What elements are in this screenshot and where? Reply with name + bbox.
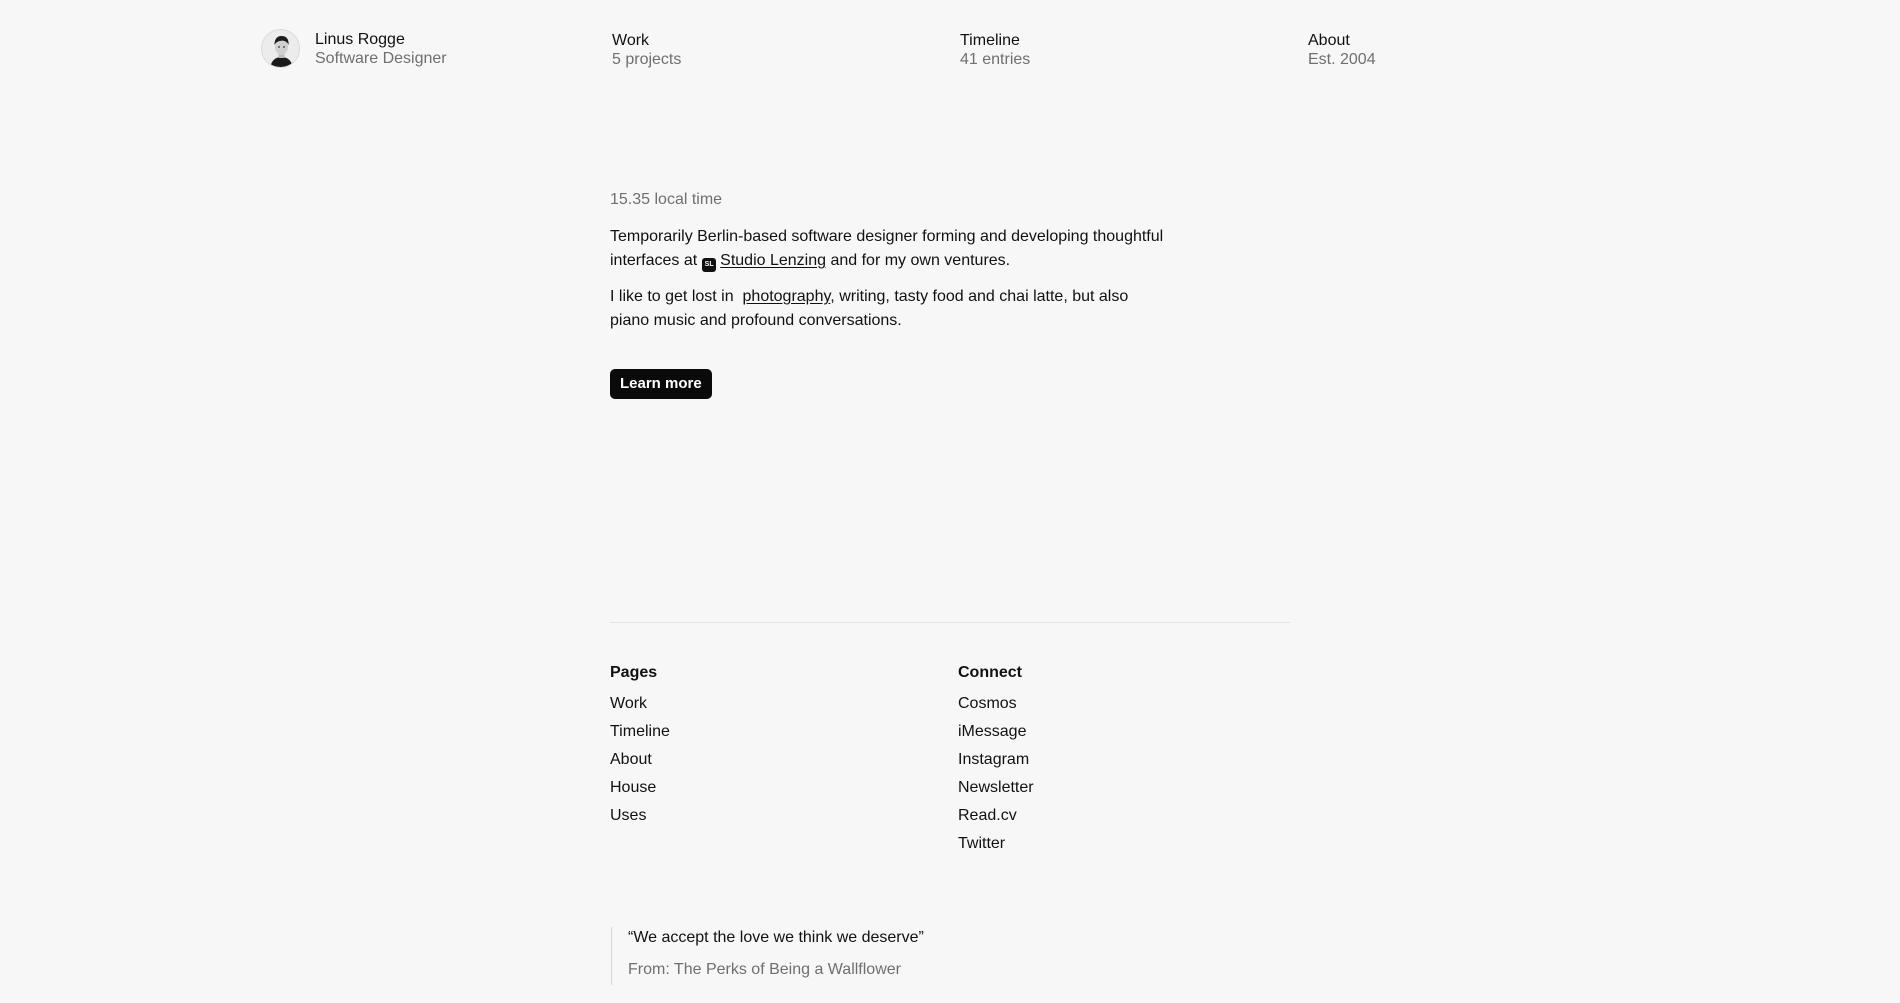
- intro-paragraph-2: [610, 285, 1170, 333]
- footer-pages-list: [610, 690, 670, 830]
- footer-link-cosmos[interactable]: Cosmos: [958, 695, 1017, 712]
- quote-source: From: The Perks of Being a Wallflower: [628, 961, 901, 978]
- footer-connect-list: [958, 690, 1034, 858]
- avatar-portrait: [262, 30, 300, 68]
- intro-paragraph-2-text: I like to get lost in: [610, 288, 734, 305]
- profile-text: [315, 30, 447, 68]
- footer-link-newsletter[interactable]: Newsletter: [958, 779, 1034, 796]
- nav-item-timeline[interactable]: [960, 31, 1030, 69]
- nav-item-detail: 5 projects: [612, 51, 682, 68]
- nav-item-about[interactable]: [1308, 31, 1376, 69]
- footer-link-timeline[interactable]: Timeline: [610, 723, 670, 740]
- footer-connect-column: [958, 662, 1034, 858]
- footer-divider: [610, 622, 1290, 623]
- footer-link-work[interactable]: Work: [610, 695, 648, 712]
- intro-paragraph-2-tail: , writing, tasty food and chai latte, but also piano music and profound conversations.: [610, 288, 1129, 329]
- intro-paragraph-1-text: Temporarily Berlin-based software designer forming and developing thoughtful interfaces at: [610, 228, 1164, 269]
- footer-link-imessage[interactable]: iMessage: [958, 723, 1027, 740]
- photography-link[interactable]: photography: [742, 288, 831, 305]
- footer-pages-column: [610, 662, 670, 830]
- site-header: [0, 0, 1900, 90]
- footer-link-readcv[interactable]: Read.cv: [958, 807, 1017, 824]
- footer-connect-title: Connect: [958, 664, 1022, 681]
- nav-item-label: Timeline: [960, 32, 1020, 49]
- profile-name: Linus Rogge: [315, 30, 405, 48]
- footer-link-instagram[interactable]: Instagram: [958, 751, 1030, 768]
- intro-section: [610, 191, 1170, 399]
- intro-paragraph-1: [610, 225, 1170, 273]
- footer-link-twitter[interactable]: Twitter: [958, 835, 1006, 852]
- quote-block: [611, 927, 924, 985]
- nav-item-detail: Est. 2004: [1308, 51, 1376, 68]
- nav-item-work[interactable]: [612, 31, 681, 69]
- nav-item-label: About: [1308, 32, 1350, 49]
- avatar: [261, 29, 300, 68]
- local-time: 15.35 local time: [610, 191, 723, 208]
- profile-link[interactable]: [261, 29, 447, 68]
- studio-lenzing-link[interactable]: Studio Lenzing: [720, 252, 827, 269]
- learn-more-button[interactable]: Learn more: [610, 369, 712, 399]
- studio-lenzing-logo-icon: SL: [702, 258, 716, 272]
- intro-paragraph-1-tail: and for my own ventures.: [830, 252, 1011, 269]
- footer-link-uses[interactable]: Uses: [610, 807, 647, 824]
- nav-item-detail: 41 entries: [960, 51, 1031, 68]
- profile-role: Software Designer: [315, 49, 447, 67]
- footer-link-about[interactable]: About: [610, 751, 652, 768]
- quote-text: “We accept the love we think we deserve”: [628, 929, 924, 946]
- nav-item-label: Work: [612, 32, 650, 49]
- footer-pages-title: Pages: [610, 664, 658, 681]
- footer-link-house[interactable]: House: [610, 779, 657, 796]
